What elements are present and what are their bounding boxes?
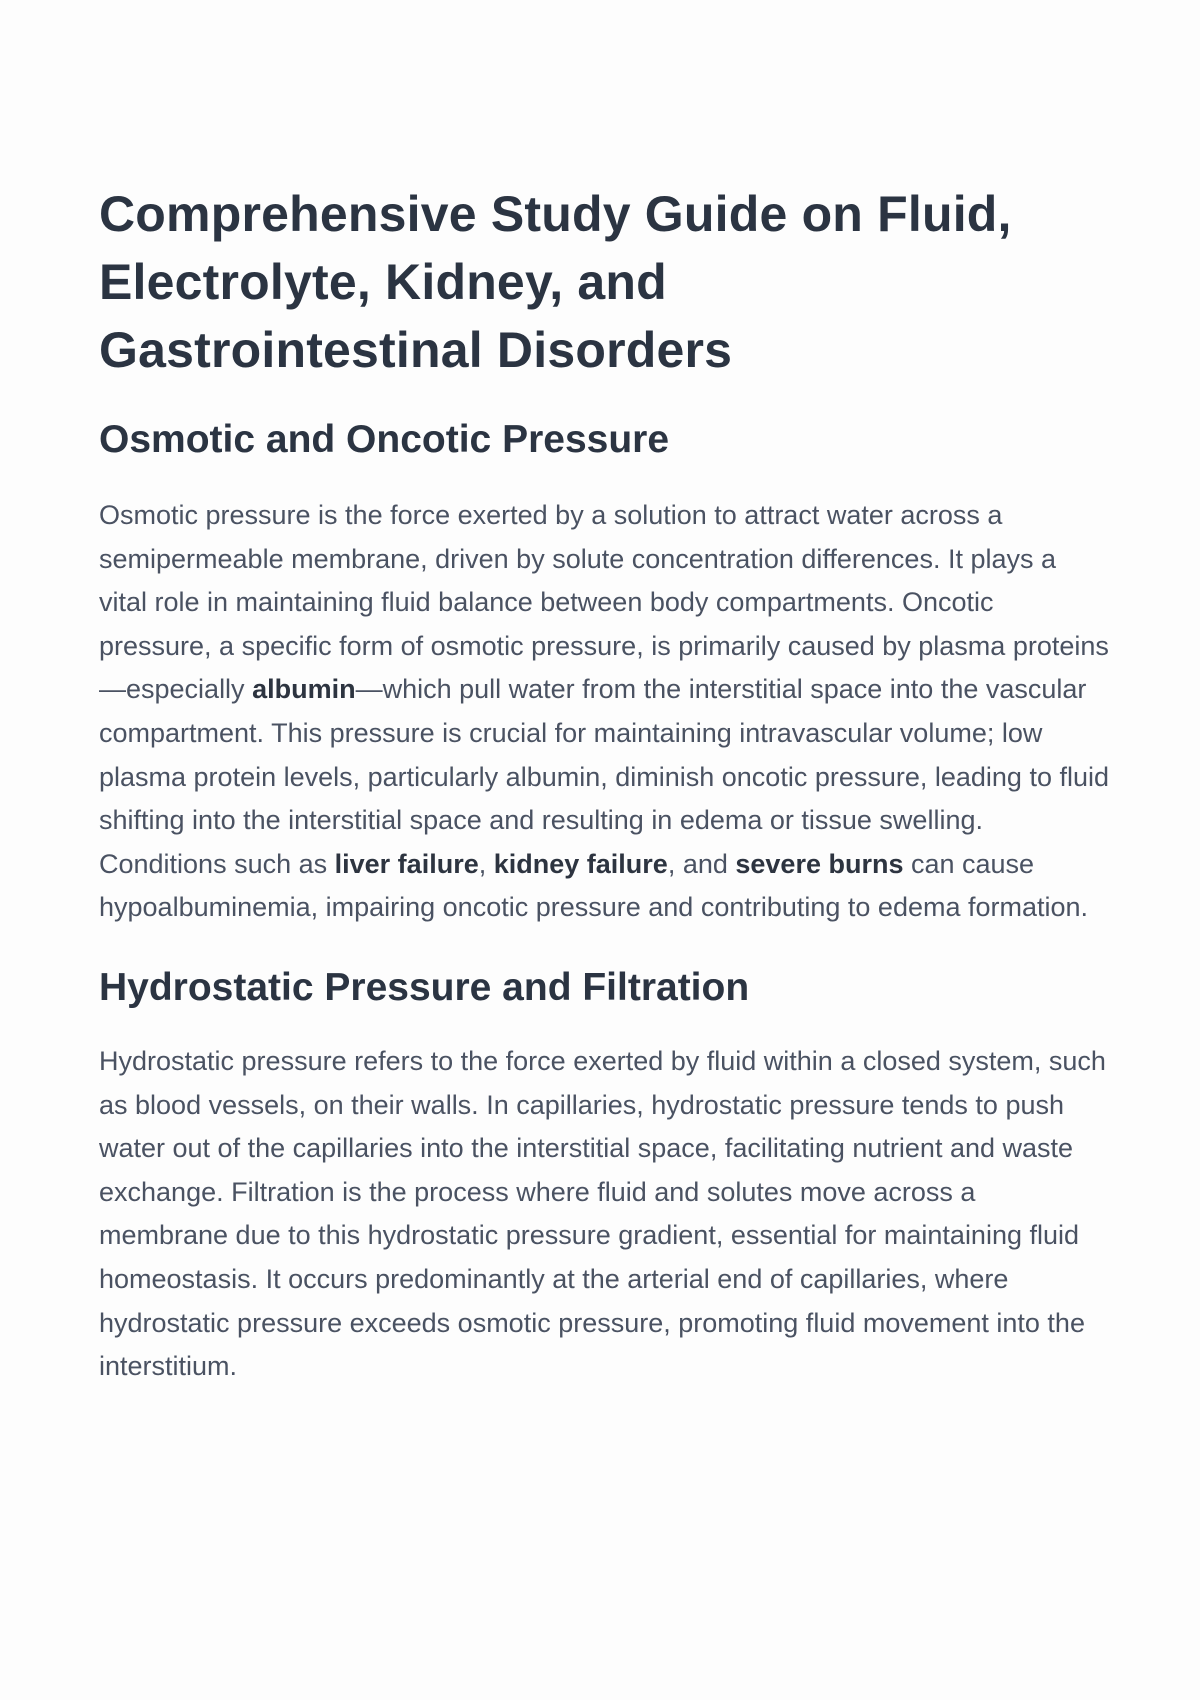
- page-title: Comprehensive Study Guide on Fluid, Electrolyte, Kidney, and Gastrointestinal Disorders: [99, 186, 1012, 378]
- bold-term-albumin: albumin: [252, 674, 356, 705]
- text-run: , and: [667, 848, 736, 879]
- document-page: [99, 180, 1109, 1389]
- text-run: can cause hypoalbuminemia, impairing oncotic pressure and contributing to edema formation.: [99, 848, 1089, 923]
- section-heading-osmotic-oncotic: Osmotic and Oncotic Pressure: [99, 418, 670, 461]
- bold-term-liver-failure: liver failure: [334, 848, 479, 879]
- text-run: —which pull water from the interstitial space into the vascular compartment. This pressure is crucial for maintaining intravascular volume; low plasma protein levels, particularly albumin, diminish oncotic pressure, leading to fluid shifting into the interstitial space and resulting in edema or tissue swelling. Conditions such as: [99, 674, 1109, 879]
- bold-term-kidney-failure: kidney failure: [493, 848, 668, 879]
- section-heading-hydrostatic-filtration: Hydrostatic Pressure and Filtration: [99, 965, 750, 1009]
- bold-term-severe-burns: severe burns: [735, 848, 904, 879]
- section-body-osmotic-oncotic: [99, 494, 1109, 930]
- text-run: ,: [478, 848, 494, 879]
- text-run: Osmotic pressure is the force exerted by a solution to attract water across a semipermeable membrane, driven by solute concentration differences. It plays a vital role in maintaining fluid balance between body compartments. Oncotic pressure, a specific form of osmotic pressure, is primarily caused by plasma proteins—especially: [99, 500, 1109, 705]
- section-body-hydrostatic-filtration: Hydrostatic pressure refers to the force exerted by fluid within a closed system, such as blood vessels, on their walls. In capillaries, hydrostatic pressure tends to push water out of the capillaries into the interstitial space, facilitating nutrient and waste exchange. Filtration is the process where fluid and solutes move across a membrane due to this hydrostatic pressure gradient, essential for maintaining fluid homeostasis. It occurs predominantly at the arterial end of capillaries, where hydrostatic pressure exceeds osmotic pressure, promoting fluid movement into the interstitium.: [99, 1045, 1106, 1382]
